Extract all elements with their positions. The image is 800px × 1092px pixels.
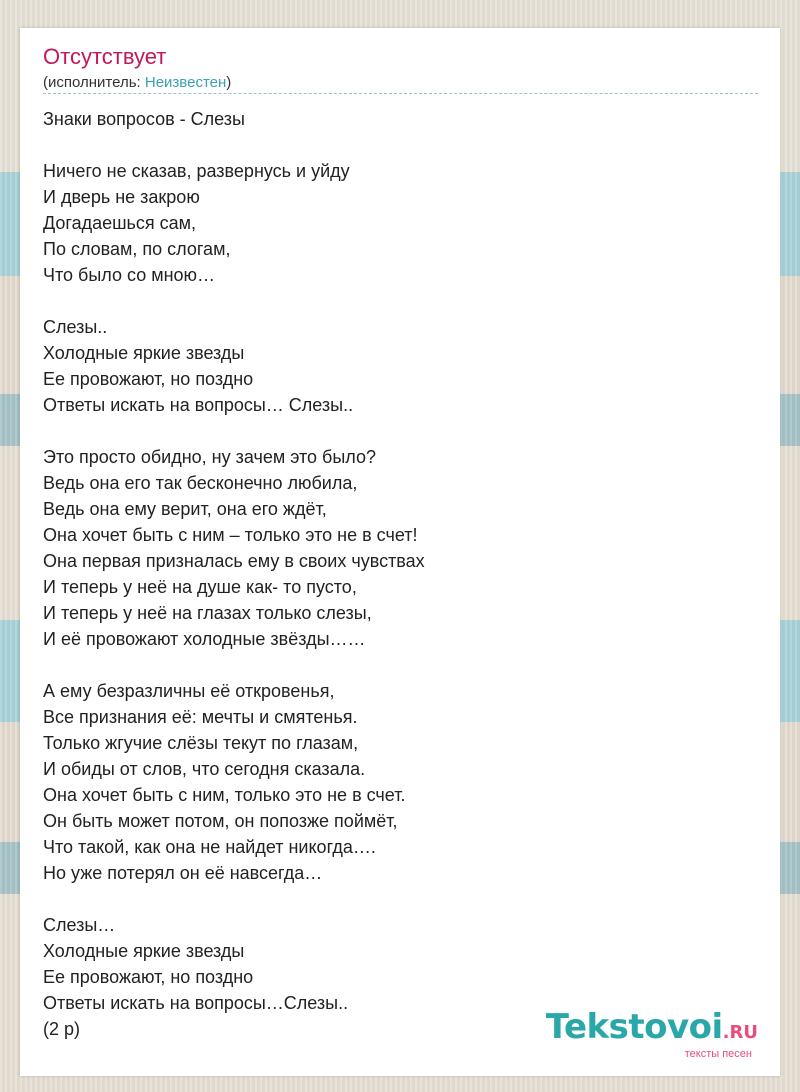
logo-wordmark [545, 1007, 758, 1050]
artist-prefix: (исполнитель: [43, 74, 145, 91]
lyrics-card [20, 28, 780, 1076]
site-logo[interactable] [545, 1007, 758, 1060]
artist-line [43, 74, 231, 92]
logo-main-text: Tekstovoi [545, 1007, 723, 1047]
lyrics-text: Знаки вопросов - Слезы Ничего не сказав, развернусь и уйду И дверь не закрою Догадаешься сам, По словам, по слогам, Что было со мною… Слезы.. Холодные яркие звезды Ее провожают, но поздно Ответы искать на вопросы… Слезы.. Это просто обидно, ну зачем это было? Ведь она его так бесконечно любила, Ведь она ему верит, она его ждёт, Она хочет быть с ним – только это не в счет! Она первая призналась ему в своих чувствах И теперь у неё на душе как- то пусто, И теперь у неё на глазах только слезы, И её провожают холодные звёзды…… А ему безразличны её откровенья, Все признания её: мечты и смятенья. Только жгучие слёзы текут по глазам, И обиды от слов, что сегодня сказала. Она хочет быть с ним, только это не в счет. Он быть может потом, он попозже поймёт, Что такой, как она не найдет никогда…. Но уже потерял он её навсегда… Слезы… Холодные яркие звезды Ее провожают, но поздно Ответы искать на вопросы…Слезы.. (2 р) [43, 109, 425, 1039]
divider [43, 93, 758, 94]
song-title: Отсутствует [43, 44, 167, 69]
artist-suffix: ) [226, 74, 232, 91]
logo-domain: .RU [722, 1022, 758, 1043]
logo-tagline: тексты песен [684, 1048, 752, 1060]
artist-link[interactable]: Неизвестен [144, 74, 227, 91]
